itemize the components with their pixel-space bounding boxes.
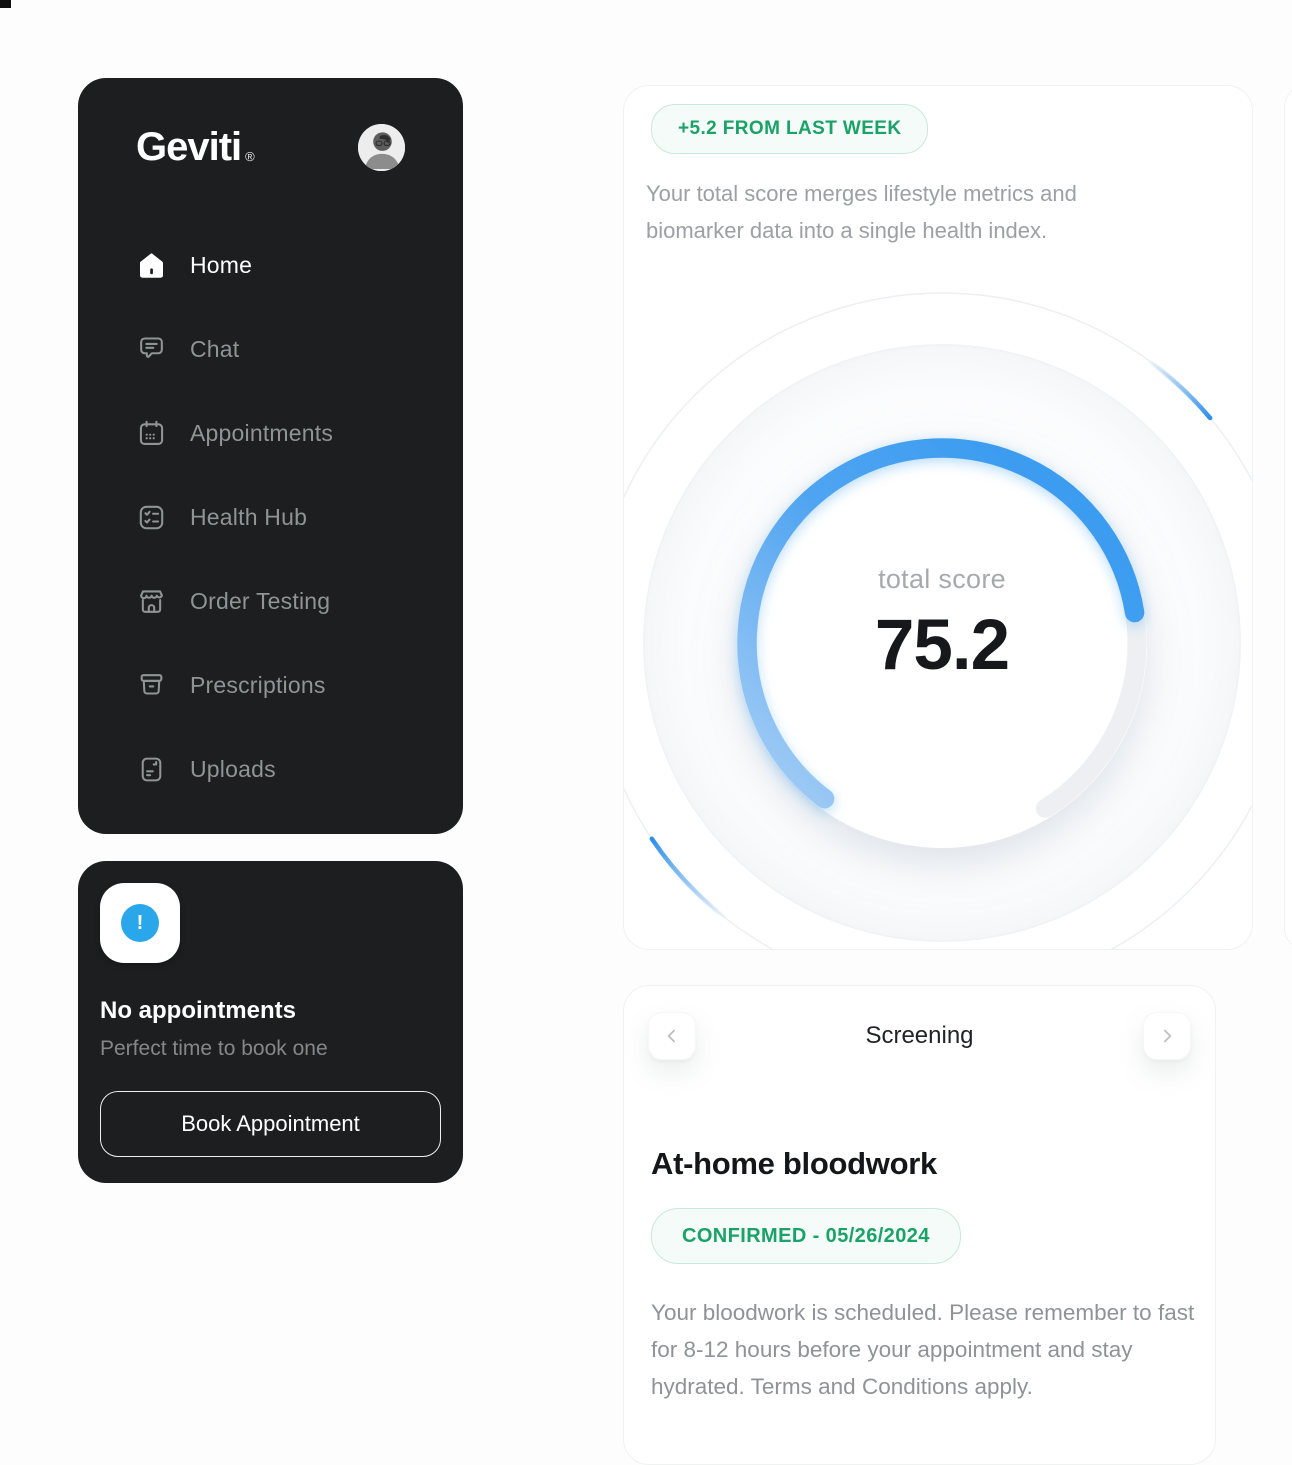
alert-tile: [100, 883, 180, 963]
chevron-left-icon: [662, 1026, 682, 1046]
screening-card: [623, 985, 1216, 1465]
gauge-value: 75.2: [874, 606, 1010, 685]
sidebar-item-label: Chat: [190, 335, 240, 362]
storefront-icon: [136, 586, 167, 617]
carousel-prev-button[interactable]: [648, 1012, 696, 1060]
app-logo-text: Geviti: [136, 124, 242, 169]
screening-heading: At-home bloodwork: [651, 1146, 937, 1181]
carousel-next-button[interactable]: [1143, 1012, 1191, 1060]
sidebar-item-home[interactable]: [136, 223, 405, 307]
app-logo: [136, 125, 254, 170]
document-icon: [136, 754, 167, 785]
package-icon: [136, 670, 167, 701]
sidebar-item-uploads[interactable]: [136, 727, 405, 811]
sidebar-header: [136, 122, 405, 172]
book-appointment-button[interactable]: Book Appointment: [100, 1091, 441, 1157]
sidebar-item-appointments[interactable]: [136, 391, 405, 475]
no-appointments-subtitle: Perfect time to book one: [100, 1037, 328, 1060]
registered-trademark: ®: [245, 148, 254, 164]
total-score-card: [623, 85, 1253, 950]
chat-icon: [136, 334, 167, 365]
next-panel-sliver: [1284, 85, 1292, 950]
ring-accent-bottom-left: [652, 839, 727, 919]
sidebar-item-label: Uploads: [190, 755, 276, 782]
sidebar-item-label: Home: [190, 251, 253, 278]
sidebar-item-label: Prescriptions: [190, 671, 326, 698]
checklist-icon: [136, 502, 167, 533]
calendar-icon: [136, 418, 167, 449]
no-appointments-card: [78, 861, 463, 1183]
user-avatar[interactable]: [358, 124, 405, 171]
ring-accent-top-right: [1148, 360, 1210, 418]
sidebar-item-health-hub[interactable]: [136, 475, 405, 559]
chevron-right-icon: [1157, 1026, 1177, 1046]
score-delta-badge: +5.2 FROM LAST WEEK: [651, 104, 928, 154]
sidebar-item-label: Appointments: [190, 419, 334, 446]
sidebar-item-prescriptions[interactable]: [136, 643, 405, 727]
screening-status-badge: CONFIRMED - 05/26/2024: [651, 1208, 961, 1264]
home-icon: [136, 250, 167, 281]
screening-description: Your bloodwork is scheduled. Please remember to fast for 8-12 hours before your appointment and stay hydrated. Terms and Conditions apply.: [651, 1300, 1195, 1399]
score-description: Your total score merges lifestyle metrics and biomarker data into a single health index.: [646, 181, 1077, 243]
top-left-mark: [0, 0, 11, 8]
sidebar-nav: [136, 223, 405, 811]
alert-icon: [121, 904, 159, 942]
sidebar-item-label: Order Testing: [190, 587, 331, 614]
gauge-label: total score: [878, 564, 1006, 594]
screening-carousel-header: [648, 1012, 1191, 1060]
exclamation-glyph: !: [136, 912, 144, 934]
sidebar-item-order-testing[interactable]: [136, 559, 405, 643]
avatar-photo-icon: [358, 124, 405, 171]
screening-title: Screening: [865, 1022, 974, 1049]
sidebar-item-label: Health Hub: [190, 503, 308, 530]
no-appointments-title: No appointments: [100, 997, 296, 1024]
sidebar-item-chat[interactable]: [136, 307, 405, 391]
sidebar: [78, 78, 463, 834]
